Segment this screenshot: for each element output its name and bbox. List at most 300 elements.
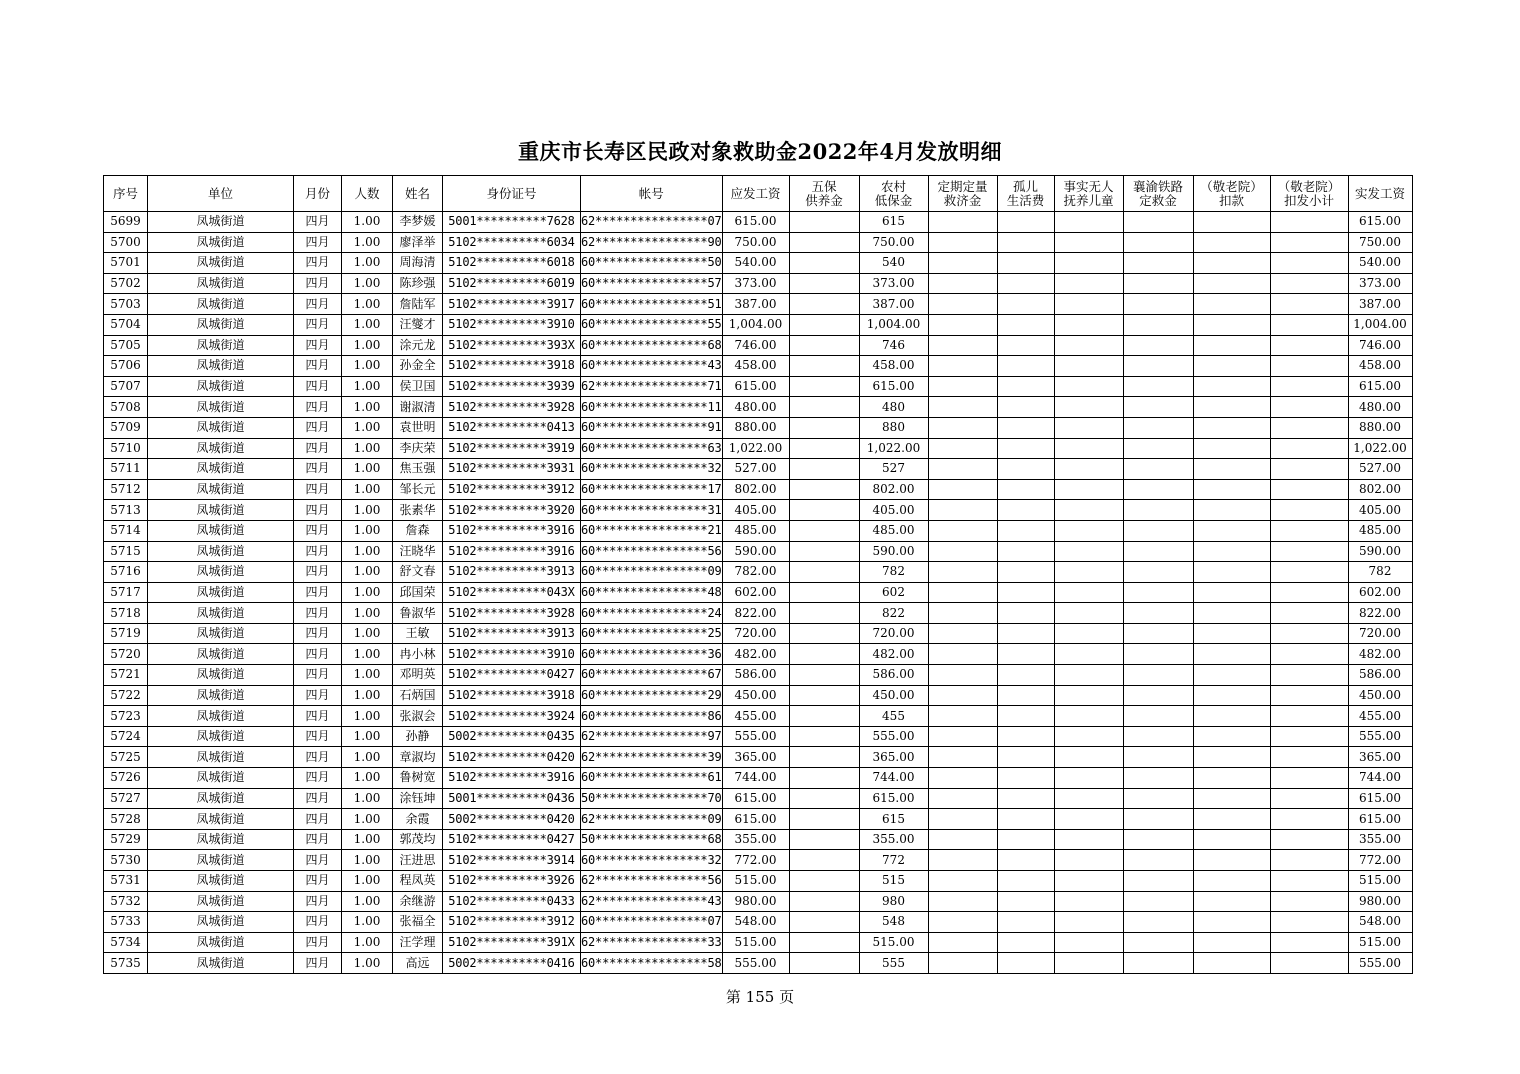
table-cell: 772.00 xyxy=(1348,850,1412,871)
column-header-label: 生活费 xyxy=(1006,192,1045,208)
table-row xyxy=(104,273,1413,294)
table-cell xyxy=(1193,768,1270,789)
table-cell xyxy=(789,438,859,459)
table-cell xyxy=(1054,212,1123,233)
table-cell: 舒文春 xyxy=(393,562,443,583)
table-cell xyxy=(789,541,859,562)
table-cell xyxy=(997,417,1054,438)
table-cell xyxy=(928,582,997,603)
table-cell xyxy=(789,706,859,727)
table-cell: 凤城街道 xyxy=(148,500,294,521)
table-cell xyxy=(1054,829,1123,850)
table-cell: 5102**********3931 xyxy=(443,459,581,480)
table-cell: 凤城街道 xyxy=(148,520,294,541)
table-cell: 周海清 xyxy=(393,253,443,274)
table-cell: 60****************57 xyxy=(581,273,723,294)
table-cell: 凤城街道 xyxy=(148,912,294,933)
table-cell xyxy=(997,500,1054,521)
table-cell xyxy=(1270,623,1348,644)
table-cell: 458.00 xyxy=(722,356,789,377)
table-cell xyxy=(1054,891,1123,912)
table-cell xyxy=(789,273,859,294)
table-cell xyxy=(997,706,1054,727)
table-cell: 60****************31 xyxy=(581,500,723,521)
table-cell xyxy=(1123,253,1193,274)
table-cell: 527.00 xyxy=(1348,459,1412,480)
table-cell: 5102**********6018 xyxy=(443,253,581,274)
table-cell xyxy=(1054,912,1123,933)
table-cell xyxy=(1054,232,1123,253)
table-cell: 四月 xyxy=(294,520,342,541)
table-cell: 5102**********0413 xyxy=(443,417,581,438)
table-cell xyxy=(997,603,1054,624)
table-cell: 355.00 xyxy=(1348,829,1412,850)
table-row xyxy=(104,232,1413,253)
table-cell: 62****************56 xyxy=(581,871,723,892)
table-cell xyxy=(928,932,997,953)
table-cell: 5102**********3912 xyxy=(443,479,581,500)
table-cell xyxy=(789,417,859,438)
table-cell: 880.00 xyxy=(1348,417,1412,438)
table-cell xyxy=(1270,314,1348,335)
table-cell xyxy=(928,500,997,521)
table-cell: 590.00 xyxy=(722,541,789,562)
table-cell xyxy=(1123,603,1193,624)
table-cell: 515.00 xyxy=(1348,932,1412,953)
table-cell xyxy=(1054,417,1123,438)
table-cell: 555.00 xyxy=(722,726,789,747)
table-cell xyxy=(997,912,1054,933)
table-cell: 四月 xyxy=(294,212,342,233)
column-header-label: 定救金 xyxy=(1139,192,1177,208)
column-header xyxy=(859,176,928,212)
table-cell: 5102**********6034 xyxy=(443,232,581,253)
table-cell xyxy=(997,582,1054,603)
table-cell: 746 xyxy=(859,335,928,356)
table-cell xyxy=(1054,520,1123,541)
table-cell xyxy=(1193,665,1270,686)
table-cell xyxy=(1123,294,1193,315)
table-cell: 詹陆军 xyxy=(393,294,443,315)
table-cell: 凤城街道 xyxy=(148,253,294,274)
table-cell: 四月 xyxy=(294,232,342,253)
page-title: 重庆市长寿区民政对象救助金2022年4月发放明细 xyxy=(517,139,1003,164)
table-cell: 5717 xyxy=(104,582,148,603)
table-cell: 1.00 xyxy=(342,644,393,665)
table-cell: 405.00 xyxy=(859,500,928,521)
table-cell: 527 xyxy=(859,459,928,480)
table-cell: 张素华 xyxy=(393,500,443,521)
table-cell: 1.00 xyxy=(342,479,393,500)
table-cell: 1.00 xyxy=(342,932,393,953)
table-cell: 455.00 xyxy=(722,706,789,727)
table-cell: 602.00 xyxy=(1348,582,1412,603)
table-cell: 5735 xyxy=(104,953,148,974)
table-cell xyxy=(1054,253,1123,274)
column-header-label: 救济金 xyxy=(943,192,982,208)
table-cell: 章淑均 xyxy=(393,747,443,768)
table-cell xyxy=(1270,376,1348,397)
table-cell: 548.00 xyxy=(1348,912,1412,933)
table-cell xyxy=(1054,582,1123,603)
table-cell: 邱国荣 xyxy=(393,582,443,603)
table-row xyxy=(104,335,1413,356)
table-cell: 60****************61 xyxy=(581,768,723,789)
column-header-label: 月份 xyxy=(304,185,330,201)
table-cell: 5723 xyxy=(104,706,148,727)
table-cell: 60****************51 xyxy=(581,294,723,315)
table-cell xyxy=(1270,603,1348,624)
payment-table xyxy=(103,175,1413,974)
table-cell xyxy=(1193,953,1270,974)
table-cell: 1.00 xyxy=(342,891,393,912)
table-cell: 郭茂均 xyxy=(393,829,443,850)
table-cell: 5102**********3928 xyxy=(443,397,581,418)
table-cell: 5716 xyxy=(104,562,148,583)
table-cell: 石炳国 xyxy=(393,685,443,706)
table-cell xyxy=(1270,212,1348,233)
table-cell: 746.00 xyxy=(722,335,789,356)
table-cell: 5001**********7628 xyxy=(443,212,581,233)
table-cell xyxy=(1123,438,1193,459)
table-cell: 5102**********3920 xyxy=(443,500,581,521)
table-cell: 凤城街道 xyxy=(148,479,294,500)
table-cell xyxy=(928,623,997,644)
table-cell: 5721 xyxy=(104,665,148,686)
table-cell xyxy=(997,850,1054,871)
table-cell: 980.00 xyxy=(722,891,789,912)
table-cell: 四月 xyxy=(294,603,342,624)
column-header-label: 人数 xyxy=(354,185,380,201)
table-cell: 772.00 xyxy=(722,850,789,871)
table-cell: 5102**********3913 xyxy=(443,623,581,644)
table-cell xyxy=(789,726,859,747)
table-cell: 60****************36 xyxy=(581,644,723,665)
table-cell: 邓明英 xyxy=(393,665,443,686)
table-cell: 5733 xyxy=(104,912,148,933)
table-cell xyxy=(1270,417,1348,438)
table-cell: 程凤英 xyxy=(393,871,443,892)
table-cell: 60****************43 xyxy=(581,356,723,377)
table-cell: 480 xyxy=(859,397,928,418)
column-header-label: 五保 xyxy=(811,178,837,194)
table-cell xyxy=(1270,520,1348,541)
table-cell xyxy=(789,212,859,233)
table-row xyxy=(104,706,1413,727)
table-cell: 凤城街道 xyxy=(148,809,294,830)
table-cell xyxy=(928,891,997,912)
table-cell xyxy=(789,294,859,315)
table-cell xyxy=(1270,562,1348,583)
table-cell xyxy=(1123,232,1193,253)
table-cell xyxy=(997,891,1054,912)
table-cell: 凤城街道 xyxy=(148,397,294,418)
table-cell xyxy=(1054,335,1123,356)
table-cell: 802.00 xyxy=(859,479,928,500)
table-cell xyxy=(1054,459,1123,480)
table-cell: 450.00 xyxy=(722,685,789,706)
table-cell xyxy=(1193,644,1270,665)
table-cell: 515 xyxy=(859,871,928,892)
table-cell xyxy=(997,520,1054,541)
table-cell xyxy=(1270,356,1348,377)
table-cell: 387.00 xyxy=(722,294,789,315)
table-cell xyxy=(928,665,997,686)
table-cell: 5704 xyxy=(104,314,148,335)
table-cell xyxy=(1270,850,1348,871)
table-cell: 四月 xyxy=(294,459,342,480)
table-cell: 548.00 xyxy=(722,912,789,933)
table-row xyxy=(104,253,1413,274)
column-header-label: 农村 xyxy=(880,178,906,194)
table-cell xyxy=(789,685,859,706)
table-cell: 四月 xyxy=(294,850,342,871)
table-cell: 720.00 xyxy=(859,623,928,644)
table-cell: 四月 xyxy=(294,953,342,974)
table-row xyxy=(104,541,1413,562)
table-cell xyxy=(1123,356,1193,377)
column-header xyxy=(148,176,294,212)
table-cell: 5102**********3918 xyxy=(443,356,581,377)
table-cell xyxy=(1193,520,1270,541)
table-cell: 5001**********0436 xyxy=(443,788,581,809)
table-cell: 62****************90 xyxy=(581,232,723,253)
table-cell: 5701 xyxy=(104,253,148,274)
table-cell xyxy=(1193,706,1270,727)
table-cell xyxy=(1193,356,1270,377)
table-row xyxy=(104,747,1413,768)
table-cell: 387.00 xyxy=(1348,294,1412,315)
table-cell: 四月 xyxy=(294,500,342,521)
column-header-label: 扣款 xyxy=(1218,192,1244,208)
table-cell: 5102**********3917 xyxy=(443,294,581,315)
table-cell xyxy=(1270,809,1348,830)
table-cell xyxy=(789,644,859,665)
column-header-label: 扣发小计 xyxy=(1283,192,1334,208)
table-cell: 侯卫国 xyxy=(393,376,443,397)
table-cell: 5720 xyxy=(104,644,148,665)
table-cell: 1,022.00 xyxy=(722,438,789,459)
table-cell: 1,004.00 xyxy=(1348,314,1412,335)
table-cell xyxy=(789,397,859,418)
table-cell: 凤城街道 xyxy=(148,582,294,603)
table-cell: 凤城街道 xyxy=(148,541,294,562)
table-cell: 焦玉强 xyxy=(393,459,443,480)
table-cell: 5102**********0427 xyxy=(443,829,581,850)
table-cell xyxy=(1123,520,1193,541)
table-cell: 373.00 xyxy=(859,273,928,294)
table-cell: 60****************50 xyxy=(581,253,723,274)
table-cell: 5715 xyxy=(104,541,148,562)
table-cell: 405.00 xyxy=(722,500,789,521)
table-cell xyxy=(1123,500,1193,521)
table-cell: 四月 xyxy=(294,685,342,706)
table-cell xyxy=(1123,788,1193,809)
table-cell: 5102**********391X xyxy=(443,932,581,953)
table-cell: 凤城街道 xyxy=(148,788,294,809)
table-cell: 615.00 xyxy=(859,376,928,397)
table-cell xyxy=(1270,397,1348,418)
table-cell xyxy=(1193,932,1270,953)
table-cell xyxy=(1270,335,1348,356)
column-header-label: 应发工资 xyxy=(730,185,781,201)
table-cell xyxy=(928,253,997,274)
column-header xyxy=(1123,176,1193,212)
table-cell xyxy=(1054,706,1123,727)
table-cell: 四月 xyxy=(294,706,342,727)
table-row xyxy=(104,912,1413,933)
table-cell: 355.00 xyxy=(859,829,928,850)
table-row xyxy=(104,685,1413,706)
table-cell: 62****************43 xyxy=(581,891,723,912)
table-cell xyxy=(1270,726,1348,747)
table-cell: 720.00 xyxy=(722,623,789,644)
table-cell xyxy=(1270,273,1348,294)
table-cell xyxy=(1193,253,1270,274)
table-cell: 汪进思 xyxy=(393,850,443,871)
table-cell: 555.00 xyxy=(859,726,928,747)
column-header-label: 襄渝铁路 xyxy=(1132,178,1183,194)
table-row xyxy=(104,479,1413,500)
table-cell: 615.00 xyxy=(859,788,928,809)
table-cell: 凤城街道 xyxy=(148,932,294,953)
table-cell xyxy=(1054,726,1123,747)
table-cell xyxy=(928,479,997,500)
table-cell: 980.00 xyxy=(1348,891,1412,912)
table-cell xyxy=(997,253,1054,274)
table-cell: 555.00 xyxy=(1348,726,1412,747)
table-cell: 5714 xyxy=(104,520,148,541)
table-cell: 615.00 xyxy=(722,212,789,233)
table-cell: 5002**********0416 xyxy=(443,953,581,974)
table-cell: 凤城街道 xyxy=(148,356,294,377)
table-cell: 1.00 xyxy=(342,582,393,603)
table-cell xyxy=(1054,500,1123,521)
table-cell: 744.00 xyxy=(722,768,789,789)
table-cell xyxy=(928,706,997,727)
table-cell: 四月 xyxy=(294,562,342,583)
table-cell: 四月 xyxy=(294,253,342,274)
table-row xyxy=(104,644,1413,665)
table-cell: 5102**********3916 xyxy=(443,520,581,541)
table-cell: 5703 xyxy=(104,294,148,315)
table-cell: 455 xyxy=(859,706,928,727)
table-cell xyxy=(789,479,859,500)
table-cell: 365.00 xyxy=(859,747,928,768)
column-header-label: 定期定量 xyxy=(937,178,988,194)
table-cell: 凤城街道 xyxy=(148,232,294,253)
table-cell xyxy=(928,376,997,397)
table-cell xyxy=(928,356,997,377)
table-cell: 四月 xyxy=(294,665,342,686)
table-cell: 602.00 xyxy=(722,582,789,603)
table-cell: 5706 xyxy=(104,356,148,377)
column-header xyxy=(1054,176,1123,212)
table-cell: 5102**********3919 xyxy=(443,438,581,459)
table-cell: 凤城街道 xyxy=(148,665,294,686)
table-cell xyxy=(997,644,1054,665)
table-cell: 5724 xyxy=(104,726,148,747)
table-row xyxy=(104,417,1413,438)
table-cell: 凤城街道 xyxy=(148,459,294,480)
table-cell: 四月 xyxy=(294,768,342,789)
table-cell: 615 xyxy=(859,809,928,830)
table-cell: 四月 xyxy=(294,891,342,912)
table-cell xyxy=(1193,788,1270,809)
table-cell: 5705 xyxy=(104,335,148,356)
table-cell: 60****************55 xyxy=(581,314,723,335)
table-cell xyxy=(1270,665,1348,686)
table-cell: 60****************86 xyxy=(581,706,723,727)
table-cell xyxy=(928,541,997,562)
table-cell xyxy=(1270,500,1348,521)
table-cell: 50****************70 xyxy=(581,788,723,809)
table-cell: 5730 xyxy=(104,850,148,871)
table-cell: 1.00 xyxy=(342,953,393,974)
table-cell: 5713 xyxy=(104,500,148,521)
table-cell xyxy=(1123,314,1193,335)
table-cell xyxy=(997,541,1054,562)
table-cell xyxy=(1123,912,1193,933)
table-cell: 凤城街道 xyxy=(148,314,294,335)
table-cell: 60****************21 xyxy=(581,520,723,541)
table-cell xyxy=(1123,273,1193,294)
table-cell xyxy=(1054,788,1123,809)
column-header xyxy=(722,176,789,212)
table-cell: 1.00 xyxy=(342,500,393,521)
table-row xyxy=(104,665,1413,686)
table-cell xyxy=(997,932,1054,953)
table-cell xyxy=(1193,685,1270,706)
table-cell: 凤城街道 xyxy=(148,747,294,768)
page-number: 第 155 页 xyxy=(725,988,795,1006)
table-cell: 张福全 xyxy=(393,912,443,933)
table-cell: 802.00 xyxy=(722,479,789,500)
column-header-label: 事实无人 xyxy=(1063,178,1114,194)
table-cell: 1.00 xyxy=(342,623,393,644)
table-cell: 四月 xyxy=(294,788,342,809)
table-cell: 586.00 xyxy=(1348,665,1412,686)
table-cell: 凤城街道 xyxy=(148,562,294,583)
table-cell: 四月 xyxy=(294,273,342,294)
table-cell: 5729 xyxy=(104,829,148,850)
table-cell: 四月 xyxy=(294,829,342,850)
table-cell xyxy=(928,788,997,809)
table-cell xyxy=(928,829,997,850)
table-cell xyxy=(928,335,997,356)
table-cell: 1.00 xyxy=(342,809,393,830)
table-cell xyxy=(1054,644,1123,665)
column-header-label: 身份证号 xyxy=(486,185,537,201)
table-cell: 四月 xyxy=(294,417,342,438)
column-header xyxy=(581,176,723,212)
table-cell xyxy=(928,232,997,253)
table-cell xyxy=(928,397,997,418)
table-cell: 余霞 xyxy=(393,809,443,830)
table-cell xyxy=(928,809,997,830)
table-cell xyxy=(1123,932,1193,953)
table-cell xyxy=(1270,232,1348,253)
table-row xyxy=(104,726,1413,747)
table-cell xyxy=(789,665,859,686)
table-row xyxy=(104,520,1413,541)
table-cell xyxy=(997,232,1054,253)
table-cell: 60****************32 xyxy=(581,459,723,480)
table-cell: 555.00 xyxy=(1348,953,1412,974)
table-cell: 60****************17 xyxy=(581,479,723,500)
table-cell xyxy=(789,562,859,583)
table-cell: 袁世明 xyxy=(393,417,443,438)
